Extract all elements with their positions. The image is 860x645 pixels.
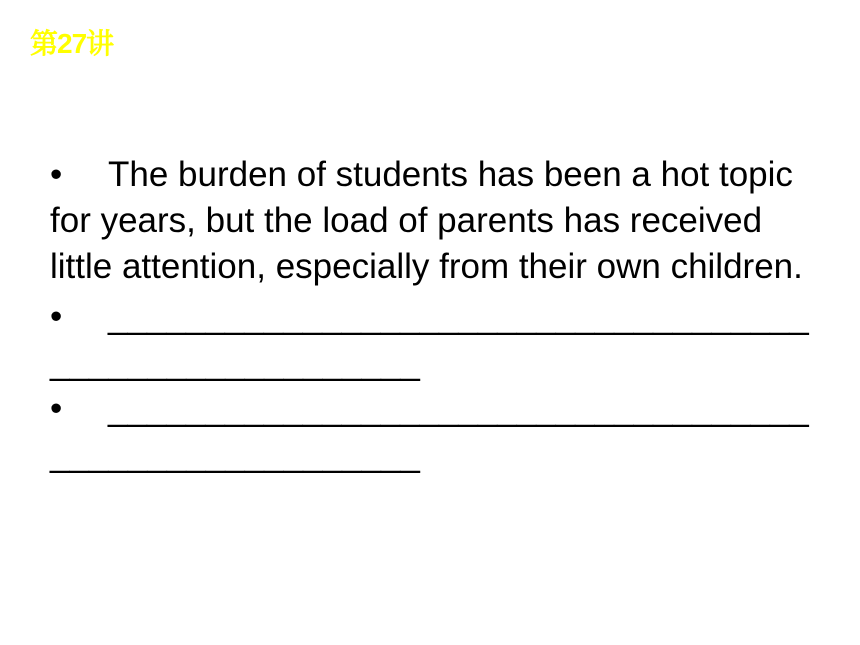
- bullet-item-text: [50, 152, 830, 290]
- answer-blank-line-2: ___________________: [50, 435, 420, 474]
- bullet-text: The burden of students has been a hot topic for years, but the load of parents has received little attention, especially from their own children.: [50, 155, 803, 286]
- lecture-label: 第27讲: [30, 28, 114, 59]
- bullet-icon: •: [50, 389, 63, 428]
- answer-blank-line-2: ___________________: [50, 343, 420, 382]
- bullet-icon: •: [50, 155, 63, 194]
- bullet-item-blank-1: [50, 294, 830, 386]
- bullet-icon: •: [50, 297, 63, 336]
- slide-content: [50, 152, 830, 478]
- answer-blank-line-1: ____________________________________: [108, 389, 809, 428]
- bullet-item-blank-2: [50, 386, 830, 478]
- answer-blank-line-1: ____________________________________: [108, 297, 809, 336]
